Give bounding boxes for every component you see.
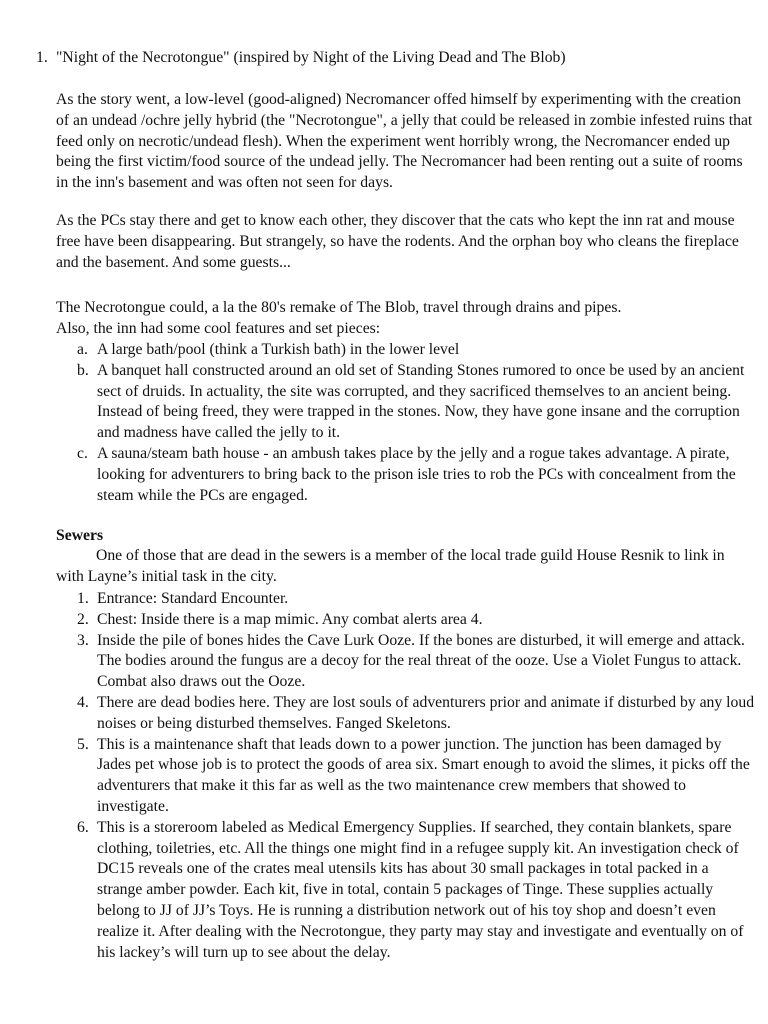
story-paragraph: As the PCs stay there and get to know each other, they discover that the cats who kept the inn rat and mouse free have been disappearing. But strangely, so have the rodents. And the orphan boy who cleans the fireplace and the basement. And some guests... [56, 212, 739, 271]
list-number: 1. [36, 49, 48, 66]
list-item-text: This is a storeroom labeled as Medical Emergency Supplies. If searched, they contain blankets, spare clothing, toiletries, etc. All the things one might find in a refugee supply kit. An investigation check of DC15 reveals one of the crates meal utensils kits has about 30 small packages in total packed in a strange amber powder. Each kit, five in total, contain 5 packages of Tinge. These supplies actually belong to JJ of JJ’s Toys. He is running a distribution network out of his toy shop and doesn’t even realize it. After dealing with the Necrotongue, they party may stay and investigate and eventually on of his lackey’s will turn up to see about the delay. [97, 818, 744, 961]
story-paragraph: Also, the inn had some cool features and set pieces: [56, 319, 381, 337]
list-marker: 2. [77, 610, 89, 628]
list-item-text: There are dead bodies here. They are lost souls of adventurers prior and animate if disturbed by any loud noises or being disturbed themselves. Fanged Skeletons. [97, 693, 755, 732]
list-marker: c. [77, 444, 88, 462]
list-item [56, 631, 756, 693]
list-item-text: A sauna/steam bath house - an ambush takes place by the jelly and a rogue takes advantage. A pirate, looking for adventurers to bring back to the prison isle tries to rob the PCs with concealment from the steam while the PCs are engaged. [97, 444, 736, 504]
list-item [56, 818, 756, 964]
adventure-title: "Night of the Necrotongue" (inspired by Night of the Living Dead and The Blob) [56, 49, 566, 66]
story-paragraph: The Necrotongue could, a la the 80's remake of The Blob, travel through drains and pipes. [56, 299, 622, 316]
list-item [56, 589, 756, 610]
list-item-text: A large bath/pool (think a Turkish bath) in the lower level [97, 341, 460, 358]
story-paragraph-group [56, 298, 756, 340]
list-marker: 6. [77, 818, 89, 836]
list-marker: 4. [77, 693, 89, 711]
list-item-text: Inside the pile of bones hides the Cave Lurk Ooze. If the bones are disturbed, it will emerge and attack. The bodies around the fungus are a decoy for the real threat of the ooze. Use a Violet Fungus to attack. Combat also draws out the Ooze. [97, 631, 745, 691]
list-item [56, 693, 756, 735]
list-item [56, 340, 756, 361]
section-heading: Sewers [56, 527, 104, 544]
sewer-rooms-list [56, 589, 756, 963]
list-marker: 3. [77, 631, 89, 649]
story-paragraph: As the story went, a low-level (good-aligned) Necromancer offed himself by experimenting with the creation of an undead /ochre jelly hybrid (the "Necrotongue", a jelly that could be released in zombie infested ruins that feed only on necrotic/undead flesh). When the experiment went horribly wrong, the Necromancer ended up being the first victim/food source of the undead jelly. The Necromancer had been renting out a suite of rooms in the inn's basement and was often not seen for days. [56, 91, 753, 192]
list-marker: b. [77, 361, 89, 379]
list-item-text: Entrance: Standard Encounter. [97, 590, 289, 607]
list-marker: a. [77, 341, 88, 358]
inn-features-list [56, 340, 756, 506]
list-item [56, 610, 756, 631]
list-marker: 1. [77, 590, 89, 607]
list-item [56, 361, 756, 444]
list-item [56, 735, 756, 818]
list-item [56, 444, 756, 506]
list-item-text: A banquet hall constructed around an old set of Standing Stones rumored to once be used by an ancient sect of druids. In actuality, the site was corrupted, and they sacrificed themselves to an ancient being. Instead of being freed, they were trapped in the stones. Now, they have gone insane and the corruption and madness have called the jelly to it. [97, 361, 745, 442]
list-marker: 5. [77, 735, 89, 753]
list-item-text: Chest: Inside there is a map mimic. Any combat alerts area 4. [97, 610, 483, 628]
list-item-text: This is a maintenance shaft that leads down to a power junction. The junction has been damaged by Jades pet whose job is to protect the goods of area six. Smart enough to avoid the slimes, it picks off the adventurers that make it this far as well as the two maintenance crew members that showed to investigate. [97, 735, 750, 815]
section-intro: One of those that are dead in the sewers is a member of the local trade guild House Resnik to link in with Layne’s initial task in the city. [56, 547, 725, 585]
